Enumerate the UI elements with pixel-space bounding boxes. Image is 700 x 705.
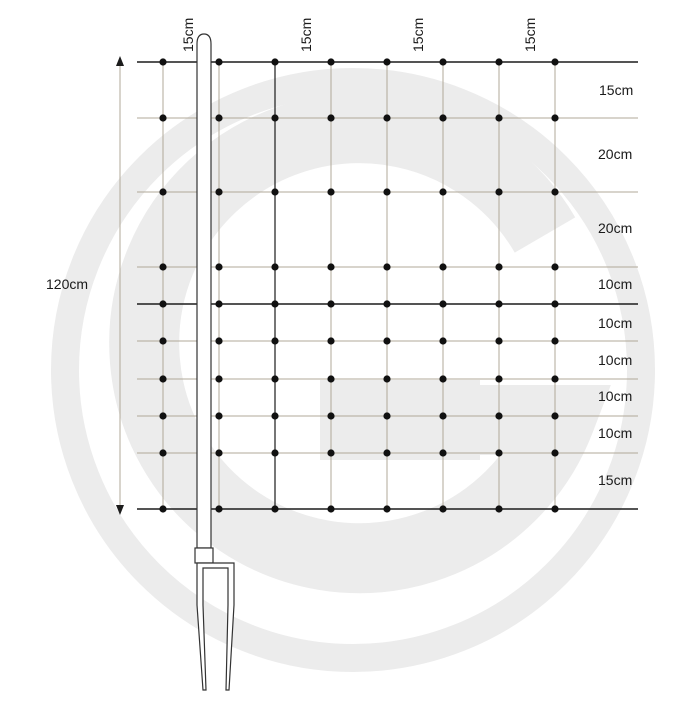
wire-knot [439,337,446,344]
wire-knot [383,337,390,344]
wire-knot [271,114,278,121]
wire-knot [215,58,222,65]
wire-knot [383,58,390,65]
wire-knot [551,337,558,344]
horizontal-spacing-label: 15cm [410,17,426,52]
wire-knot [327,188,334,195]
wire-knot [271,449,278,456]
wire-knot [551,263,558,270]
wire-knot [383,300,390,307]
wire-knot [327,337,334,344]
wire-knot [495,300,502,307]
row-spacing-label: 10cm [598,315,633,331]
wire-knot [327,300,334,307]
row-spacing-label: 10cm [598,425,633,441]
wire-knot [551,58,558,65]
wire-knot [439,263,446,270]
horizontal-spacing-label: 15cm [180,17,196,52]
wire-knot [159,412,166,419]
wire-knot [551,449,558,456]
wire-knot [159,58,166,65]
wire-knot [327,449,334,456]
wire-knot [271,505,278,512]
wire-knot [495,412,502,419]
wire-knot [159,114,166,121]
wire-knot [439,300,446,307]
row-spacing-label: 20cm [598,220,633,236]
wire-knot [495,114,502,121]
wire-knot [215,337,222,344]
wire-knot [495,505,502,512]
wire-knot [215,505,222,512]
wire-knot [215,375,222,382]
horizontal-spacing-label: 15cm [522,17,538,52]
horizontal-spacing-label: 15cm [298,17,314,52]
row-spacing-label: 10cm [598,276,633,292]
wire-knot [271,188,278,195]
wire-knot [551,412,558,419]
wire-knot [439,505,446,512]
wire-knot [271,300,278,307]
wire-knot [383,263,390,270]
wire-knot [215,114,222,121]
overall-height-label: 120cm [46,276,89,292]
wire-knot [327,263,334,270]
wire-knot [271,337,278,344]
wire-knot [271,58,278,65]
wire-knot [271,412,278,419]
wire-knot [439,188,446,195]
wire-knot [215,449,222,456]
wire-knot [215,263,222,270]
wire-knot [271,263,278,270]
wire-knot [439,449,446,456]
wire-knot [439,58,446,65]
wire-knot [495,58,502,65]
wire-knot [159,505,166,512]
wire-knot [495,375,502,382]
wire-knot [551,300,558,307]
wire-knot [495,449,502,456]
wire-knot [271,375,278,382]
row-spacing-label: 10cm [598,352,633,368]
row-spacing-label: 10cm [598,388,633,404]
wire-knot [383,375,390,382]
wire-knot [439,375,446,382]
wire-knot [495,263,502,270]
row-spacing-label: 20cm [598,146,633,162]
wire-knot [215,412,222,419]
wire-knot [327,505,334,512]
row-spacing-label: 15cm [598,472,633,488]
wire-knot [159,300,166,307]
wire-knot [383,412,390,419]
wire-knot [327,412,334,419]
wire-knot [215,300,222,307]
wire-knot [159,449,166,456]
wire-knot [495,188,502,195]
wire-knot [551,375,558,382]
wire-knot [159,375,166,382]
row-spacing-label: 15cm [599,82,634,98]
wire-knot [551,188,558,195]
wire-knot [439,412,446,419]
wire-knot [383,505,390,512]
wire-knot [159,263,166,270]
wire-knot [383,114,390,121]
wire-knot [551,505,558,512]
wire-knot [383,188,390,195]
wire-knot [383,449,390,456]
wire-knot [327,375,334,382]
wire-knot [551,114,558,121]
wire-knot [159,337,166,344]
wire-knot [215,188,222,195]
wire-knot [327,58,334,65]
wire-knot [327,114,334,121]
wire-knot [495,337,502,344]
wire-knot [439,114,446,121]
wire-knot [159,188,166,195]
